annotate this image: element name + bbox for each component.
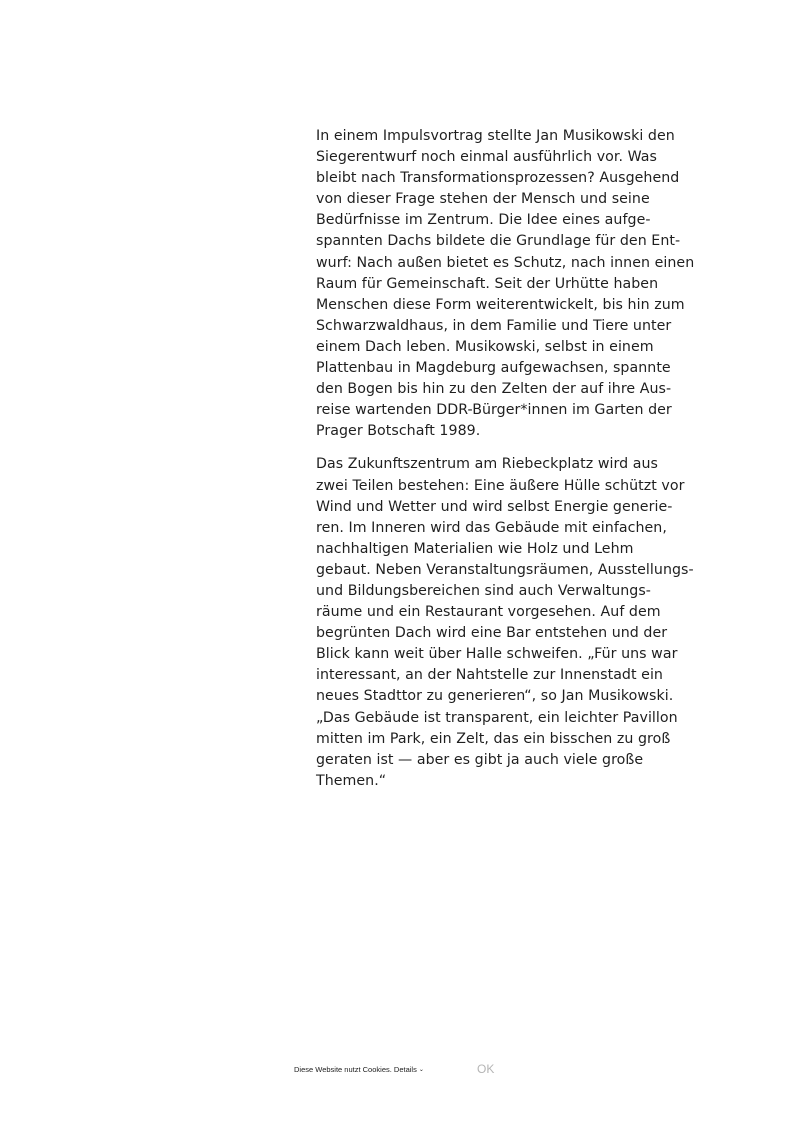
cookie-message: Diese Website nutzt Cookies. — [294, 1065, 392, 1074]
text-line: einem Dach leben. Musikowski, selbst in einem — [316, 338, 654, 355]
cookie-ok-button[interactable]: OK — [477, 1062, 495, 1076]
text-line: neues Stadttor zu generieren“, so Jan Musikowski. — [316, 688, 674, 705]
text-line: begrünten Dach wird eine Bar entstehen und der — [316, 625, 668, 642]
text-line: mitten im Park, ein Zelt, das ein bisschen zu groß — [316, 730, 671, 747]
text-line: Wind und Wetter und wird selbst Energie generie- — [316, 498, 673, 515]
text-line: von dieser Frage stehen der Mensch und seine — [316, 191, 650, 208]
text-line: Siegerentwurf noch einmal ausführlich vor. Was — [316, 149, 657, 166]
text-line: spannten Dachs bildete die Grundlage für den Ent- — [316, 233, 681, 250]
text-line: Schwarzwaldhaus, in dem Familie und Tiere unter — [316, 317, 672, 334]
text-line: nachhaltigen Materialien wie Holz und Lehm — [316, 540, 634, 557]
text-line: Blick kann weit über Halle schweifen. „Für uns war — [316, 646, 678, 663]
article-paragraph — [316, 454, 694, 792]
text-line: Menschen diese Form weiterentwickelt, bis hin zum — [316, 296, 685, 313]
text-line: reise wartenden DDR-Bürger*innen im Garten der — [316, 402, 672, 419]
cookie-details-link[interactable] — [394, 1065, 424, 1074]
text-line: Prager Botschaft 1989. — [316, 423, 481, 440]
text-line: interessant, an der Nahtstelle zur Innenstadt ein — [316, 667, 663, 684]
text-line: bleibt nach Transformationsprozessen? Ausgehend — [316, 170, 680, 187]
text-line: Themen.“ — [316, 772, 387, 789]
text-line: und Bildungsbereichen sind auch Verwaltungs- — [316, 582, 651, 599]
text-line: Raum für Gemeinschaft. Seit der Urhütte haben — [316, 275, 659, 292]
cookie-notice — [294, 1065, 424, 1074]
text-line: zwei Teilen bestehen: Eine äußere Hülle schützt vor — [316, 477, 685, 494]
article-body — [316, 126, 695, 792]
text-line: gebaut. Neben Veranstaltungsräumen, Ausstellungs- — [316, 561, 694, 578]
text-line: Das Zukunftszentrum am Riebeckplatz wird aus — [316, 456, 658, 473]
text-line: In einem Impulsvortrag stellte Jan Musikowski den — [316, 128, 675, 144]
text-line: ren. Im Inneren wird das Gebäude mit einfachen, — [316, 519, 667, 536]
cookie-details-label: Details — [393, 1065, 417, 1074]
text-line: Plattenbau in Magdeburg aufgewachsen, spannte — [316, 360, 671, 377]
cookie-banner — [0, 1060, 800, 1080]
text-line: räume und ein Restaurant vorgesehen. Auf dem — [316, 604, 661, 621]
text-line: den Bogen bis hin zu den Zelten der auf ihre Aus- — [316, 381, 672, 398]
text-line: „Das Gebäude ist transparent, ein leichter Pavillon — [316, 709, 678, 726]
text-line: wurf: Nach außen bietet es Schutz, nach innen einen — [316, 254, 695, 271]
text-line: Bedürfnisse im Zentrum. Die Idee eines aufge- — [316, 212, 651, 229]
chevron-down-icon: ⌄ — [418, 1067, 424, 1073]
text-line: geraten ist — aber es gibt ja auch viele große — [316, 751, 644, 768]
article-paragraph — [316, 126, 695, 442]
